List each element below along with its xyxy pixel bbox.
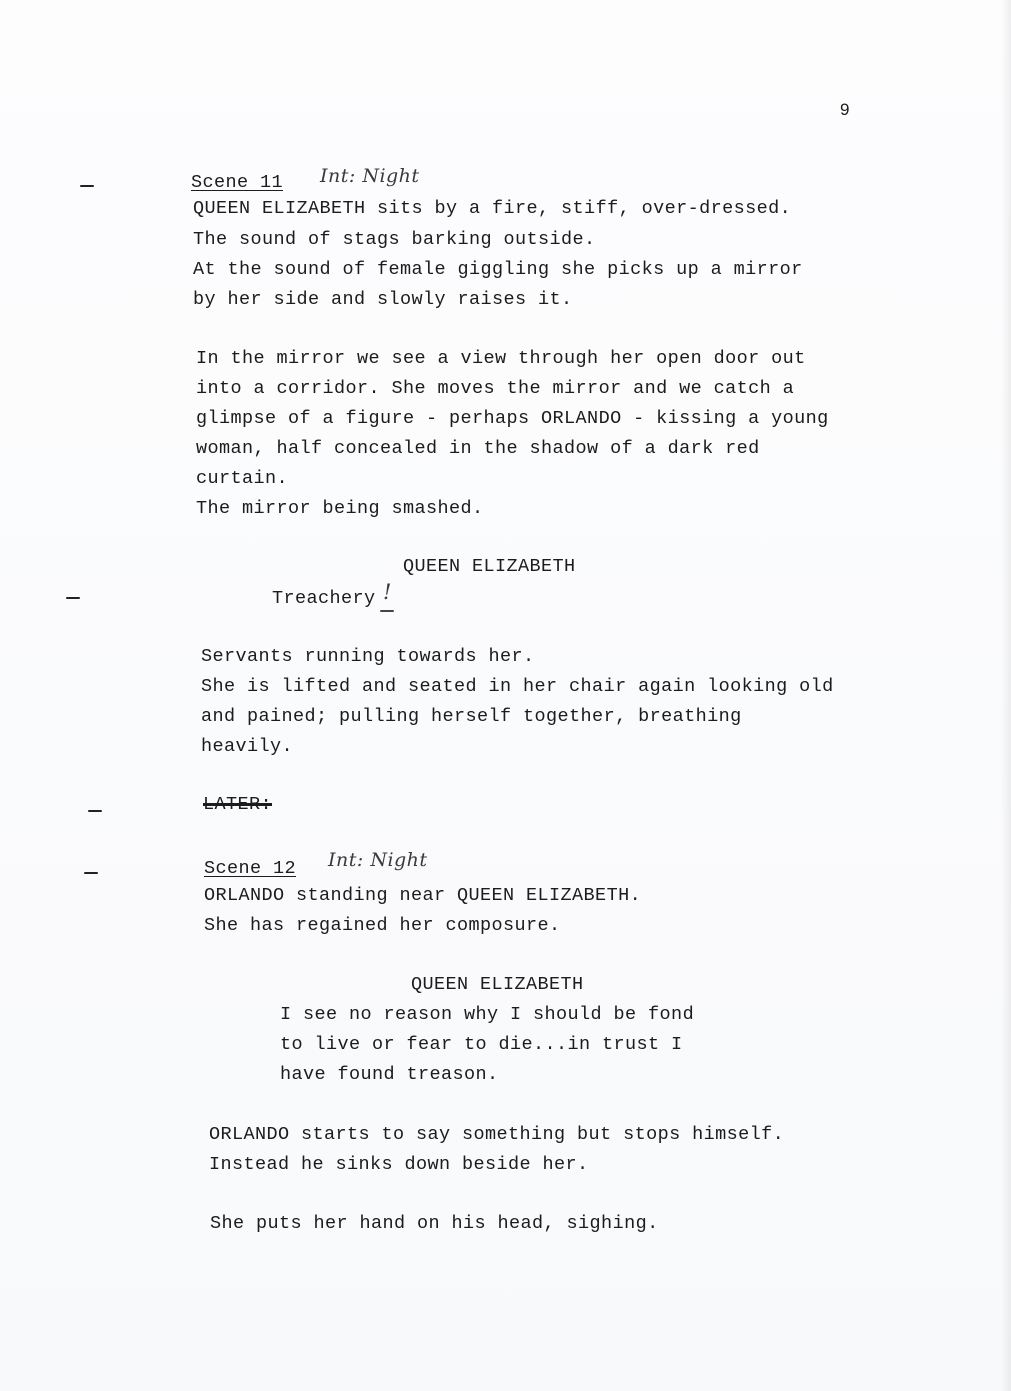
margin-mark	[84, 872, 98, 874]
scene-11-dialogue: Treachery	[272, 588, 376, 609]
margin-mark	[66, 597, 80, 599]
scene-12-action-line: She has regained her composure.	[204, 915, 561, 936]
scene-11-action-line: woman, half concealed in the shadow of a dark red	[196, 438, 760, 459]
scene-11-handwritten-exclamation: !	[383, 580, 392, 604]
scene-11-action-line: Servants running towards her.	[201, 646, 535, 667]
scene-12-action-line: ORLANDO starts to say something but stops himself.	[209, 1124, 785, 1145]
page-number: 9	[840, 100, 850, 119]
scene-12-action-line: She puts her hand on his head, sighing.	[210, 1213, 659, 1234]
scene-12-dialogue-line: have found treason.	[280, 1064, 499, 1085]
scene-11-action-line: The sound of stags barking outside.	[193, 229, 596, 250]
scene-11-action-line: In the mirror we see a view through her open door out	[196, 348, 806, 369]
scene-12-dialogue-line: to live or fear to die...in trust I	[280, 1034, 683, 1055]
scene-11-handwritten-note: Int: Night	[320, 165, 420, 187]
scene-11-action-line: QUEEN ELIZABETH sits by a fire, stiff, over-dressed.	[193, 198, 792, 219]
scene-12-dialogue-line: I see no reason why I should be fond	[280, 1004, 695, 1025]
page-edge-shadow	[1001, 0, 1011, 1391]
margin-mark	[80, 185, 94, 187]
scene-11-action-line: into a corridor. She moves the mirror and we catch a	[196, 378, 795, 399]
scene-12-character-name: QUEEN ELIZABETH	[411, 974, 584, 995]
scene-11-action-line: by her side and slowly raises it.	[193, 289, 573, 310]
scene-11-action-line: heavily.	[201, 736, 294, 757]
scene-12-action-line: Instead he sinks down beside her.	[209, 1154, 589, 1175]
scene-11-character-name: QUEEN ELIZABETH	[403, 556, 576, 577]
scene-11-heading: Scene 11	[191, 172, 284, 193]
struck-through-transition: LATER:	[203, 794, 273, 815]
handwritten-underline	[380, 610, 394, 612]
scene-11-action-line: glimpse of a figure - perhaps ORLANDO - kissing a young	[196, 408, 829, 429]
scene-11-action-line: The mirror being smashed.	[196, 498, 484, 519]
scene-12-handwritten-note: Int: Night	[328, 849, 428, 871]
scene-11-action-line: She is lifted and seated in her chair again looking old	[201, 676, 834, 697]
scene-12-heading: Scene 12	[204, 858, 297, 879]
margin-mark	[88, 810, 102, 812]
scene-11-action-line: curtain.	[196, 468, 289, 489]
scene-11-action-line: and pained; pulling herself together, breathing	[201, 706, 742, 727]
scene-12-action-line: ORLANDO standing near QUEEN ELIZABETH.	[204, 885, 642, 906]
scene-11-action-line: At the sound of female giggling she picks up a mirror	[193, 259, 803, 280]
